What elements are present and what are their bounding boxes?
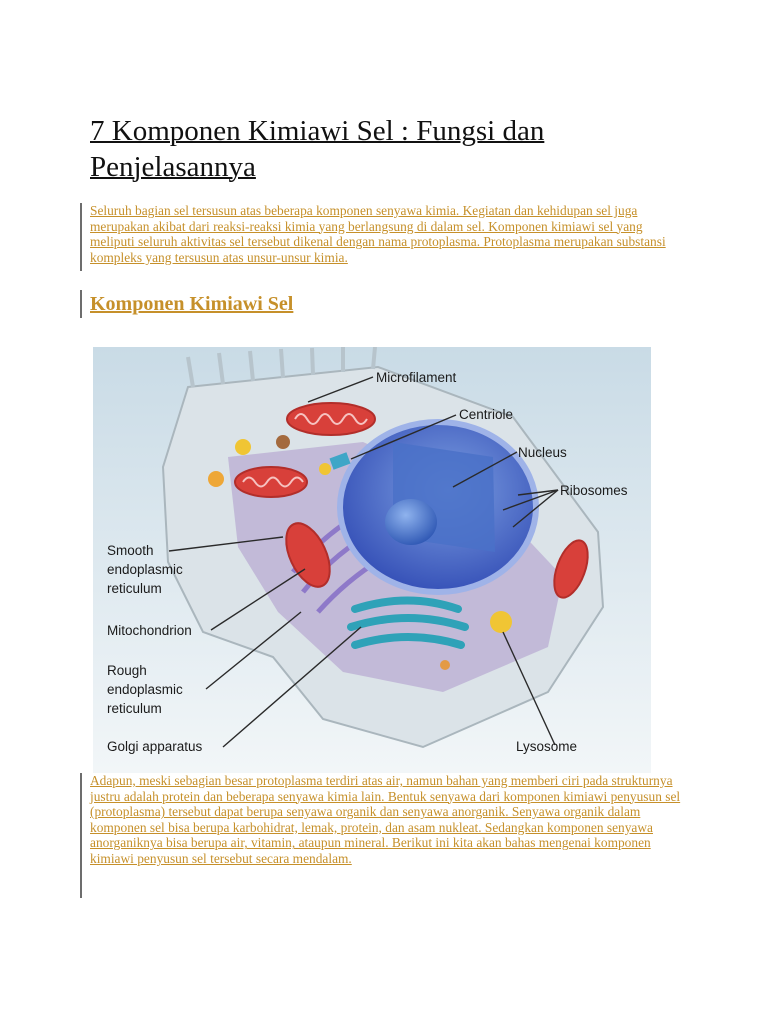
label-rer-2: endoplasmic	[107, 682, 183, 697]
nucleolus	[385, 499, 437, 545]
label-centriole: Centriole	[459, 407, 514, 422]
label-rer-3: reticulum	[107, 701, 162, 716]
section-heading-link[interactable]: Komponen Kimiawi Sel	[90, 293, 294, 315]
label-mitochondrion: Mitochondrion	[107, 623, 192, 638]
intro-paragraph-link[interactable]: Seluruh bagian sel tersusun atas beberapa komponen senyawa kimia. Kegiatan dan kehidupan sel juga merupakan akibat dari reaksi-reaksi kimia yang berlangsung di dalam sel. Komponen kimiawi sel yang meliputi seluruh aktivitas sel tersebut dikenal dengan nama protoplasma. Protoplasma merupakan substansi kompleks yang tersusun atas unsur-unsur kimia.	[90, 203, 666, 265]
label-lysosome: Lysosome	[516, 739, 578, 754]
label-nucleus: Nucleus	[518, 445, 567, 460]
label-microfilament: Microfilament	[376, 370, 457, 385]
body-paragraph-link[interactable]: Adapun, meski sebagian besar protoplasma terdiri atas air, namun bahan yang memberi ciri pada strukturnya justru adalah protein dan beberapa senyawa kimia lain. Bentuk senyawa dari komponen kimiawi penyusun sel (protoplasma) tersebut dapat berupa senyawa organik dan senyawa anorganik. Senyawa organik dalam komponen sel bisa berupa karbohidrat, lemak, protein, dan asam nukleat. Sedangkan komponen senyawa anorganiknya bisa berupa air, vitamin, ataupun mineral. Berikut ini kita akan bahas mengenai komponen kimiawi penyusun sel tersebut secara mendalam.	[90, 773, 681, 866]
label-ser-3: reticulum	[107, 581, 162, 596]
article-title: 7 Komponen Kimiawi Sel : Fungsi dan Penjelasannya	[90, 115, 545, 183]
label-ser-2: endoplasmic	[107, 562, 183, 577]
quote-bar-2	[80, 773, 82, 898]
label-golgi: Golgi apparatus	[107, 739, 203, 754]
label-ser-1: Smooth	[107, 543, 154, 558]
label-ribosomes: Ribosomes	[560, 483, 628, 498]
cell-diagram-image	[93, 347, 651, 773]
heading-bar	[80, 290, 82, 318]
cell-diagram-svg	[93, 347, 651, 773]
quote-bar	[80, 203, 82, 271]
label-rer-1: Rough	[107, 663, 147, 678]
